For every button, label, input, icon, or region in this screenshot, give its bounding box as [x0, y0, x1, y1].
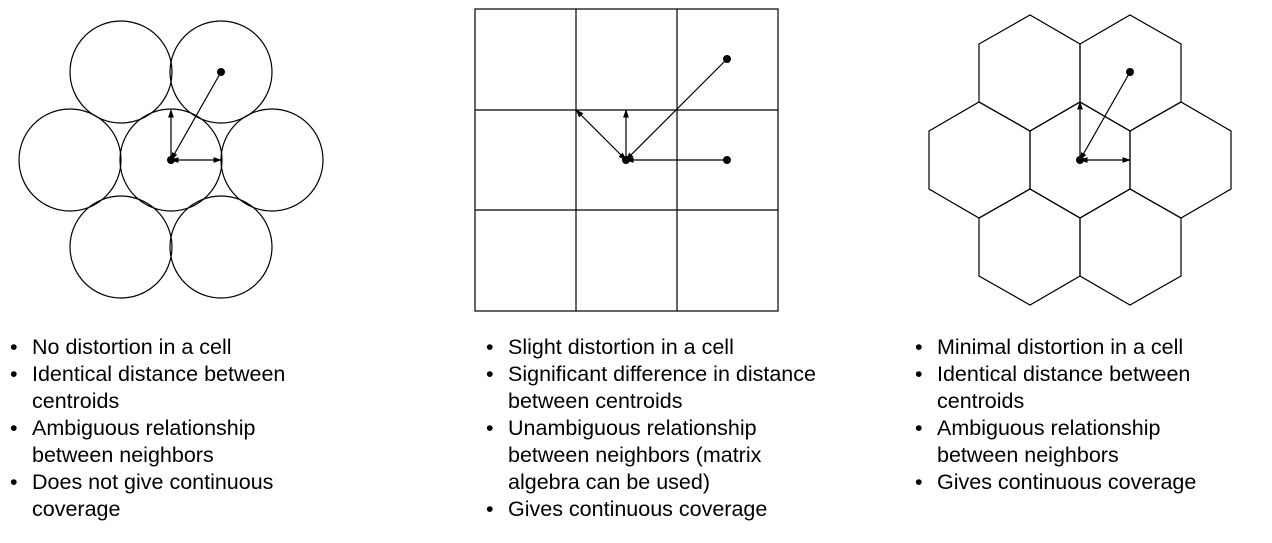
centroid-dot — [723, 55, 731, 63]
centroid-dot — [723, 156, 731, 164]
hexagon-cell — [979, 15, 1080, 131]
centroid-dot — [167, 156, 175, 164]
centroid-dot — [622, 156, 630, 164]
centroid-dot — [217, 68, 225, 76]
hexagon-cell — [1130, 102, 1231, 218]
circle-cell — [221, 109, 323, 211]
centroid-dot — [1076, 156, 1084, 164]
square-properties-list — [484, 334, 824, 523]
list-item: • Gives continuous coverage — [913, 469, 1243, 496]
circle-cell — [70, 196, 172, 298]
circle-cell — [19, 109, 121, 211]
circle-cell — [170, 196, 272, 298]
hexagon-arrows — [1080, 72, 1130, 160]
hexagon-cell — [979, 189, 1080, 305]
list-item: • Does not give continuous coverage — [8, 469, 338, 523]
hexagon-properties-list — [913, 334, 1243, 496]
hexagon-cell — [1080, 189, 1181, 305]
list-item: • Slight distortion in a cell — [484, 334, 824, 361]
list-item: • Gives continuous coverage — [484, 496, 824, 523]
list-item: • No distortion in a cell — [8, 334, 338, 361]
circle-arrows — [171, 72, 221, 160]
list-item: • Ambiguous relationship between neighbors — [913, 415, 1243, 469]
list-item: • Ambiguous relationship between neighbors — [8, 415, 338, 469]
circle-properties-list — [8, 334, 338, 523]
arrow-diagonal — [1080, 72, 1130, 160]
centroid-dot — [1126, 68, 1134, 76]
list-item: • Unambiguous relationship between neighbors (matrix algebra can be used) — [484, 415, 824, 496]
list-item: • Identical distance between centroids — [913, 361, 1243, 415]
list-item: • Significant difference in distance between centroids — [484, 361, 824, 415]
list-item: • Identical distance between centroids — [8, 361, 338, 415]
hexagon-cell — [929, 102, 1030, 218]
arrow-upper-left — [576, 110, 626, 160]
arrow-diagonal — [171, 72, 221, 160]
list-item: • Minimal distortion in a cell — [913, 334, 1243, 361]
circle-cell — [70, 21, 172, 123]
